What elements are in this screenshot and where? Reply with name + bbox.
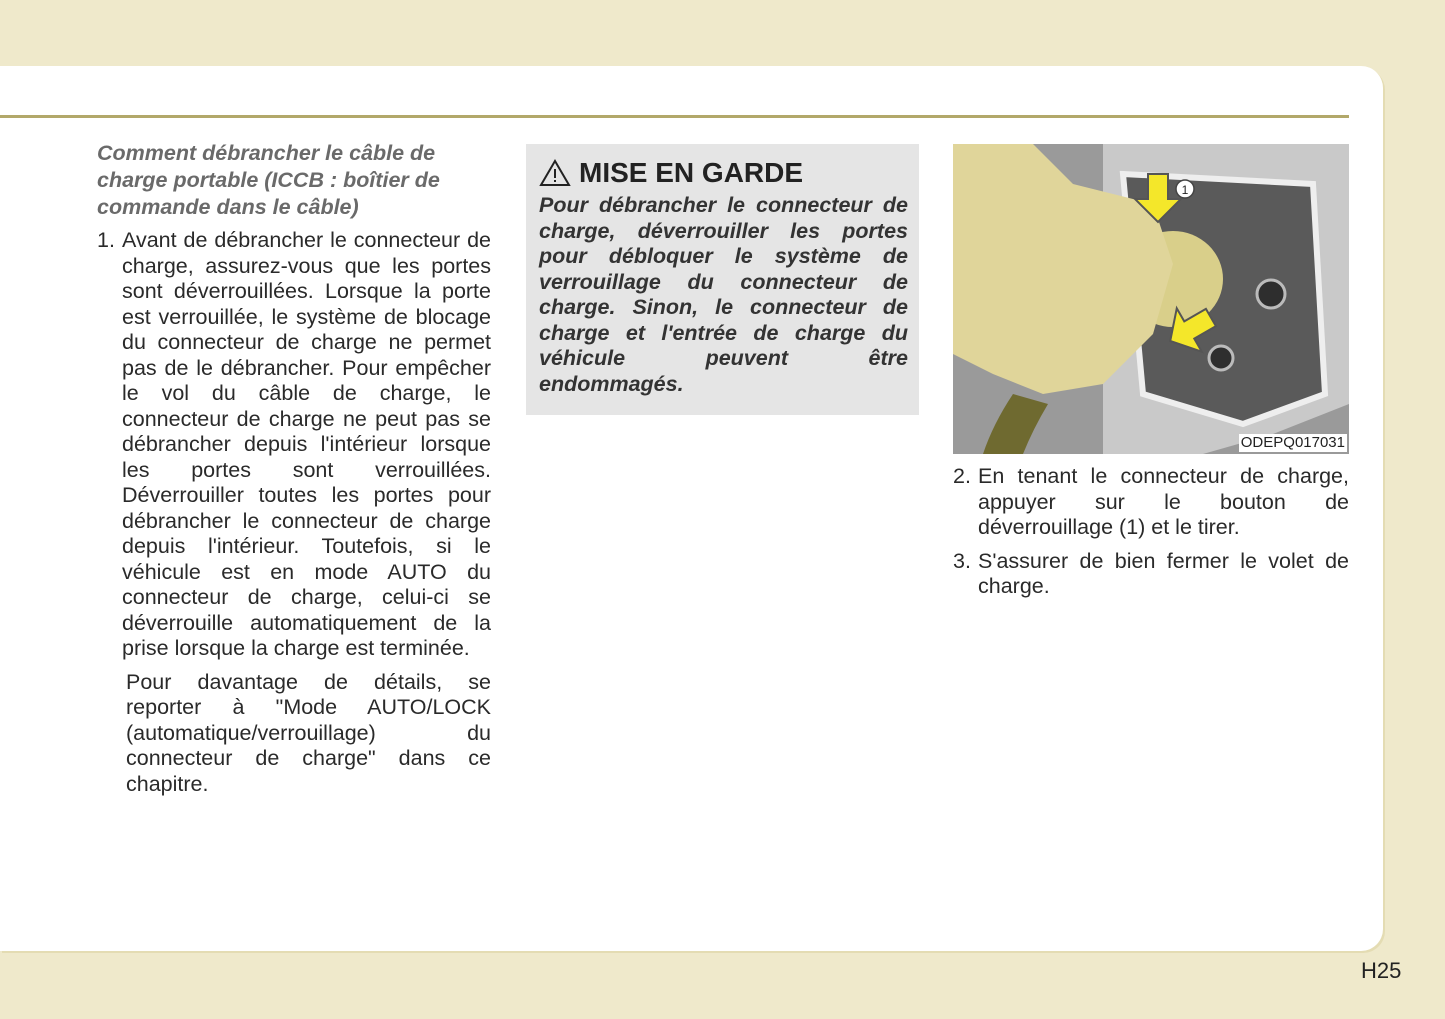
figure-callout: 1	[1181, 183, 1189, 197]
warning-text: Pour débrancher le connecteur de charge, déverrouiller les portes pour débloquer le système de verrouillage du connecteur de charge. Sinon, le connecteur de charge et l'entrée de charge du véhicule peuvent être endommagés.	[539, 193, 908, 396]
page-number: H25	[1361, 958, 1402, 983]
list-item	[953, 549, 1349, 600]
left-column	[97, 140, 491, 797]
figure-code: ODEPQ017031	[1240, 434, 1345, 451]
extra-paragraph: Pour davantage de détails, se reporter à "Mode AUTO/LOCK (automatique/verrouillage) du connecteur de charge" dans ce chapitre.	[126, 669, 491, 796]
list-text: Avant de débrancher le connecteur de charge, assurez-vous que les portes sont déverrouillées. Lorsque la porte est verrouillée, le système de blocage du connecteur de charge ne permet pas de le débrancher. Pour empêcher le vol du câble de charge, le connecteur de charge ne peut pas se débrancher depuis l'intérieur lorsque les portes sont verrouillées. Déverrouiller toutes les portes pour débrancher le connecteur de charge depuis l'intérieur. Toutefois, si le véhicule est en mode AUTO du connecteur de charge, celui-ci se déverrouille automatiquement de la prise lorsque la charge est terminée.	[122, 228, 491, 660]
list-text: En tenant le connecteur de charge, appuyer sur le bouton de déverrouillage (1) et le tirer.	[978, 464, 1349, 539]
list-item	[953, 464, 1349, 541]
charging-connector-illustration	[953, 144, 1349, 454]
warning-triangle-icon	[539, 159, 571, 187]
charging-connector-figure	[953, 144, 1349, 454]
warning-heading	[539, 156, 908, 190]
list-number: 3.	[953, 548, 971, 573]
warning-box	[526, 144, 919, 415]
list-number: 2.	[953, 464, 971, 488]
list-number: 1.	[97, 228, 115, 252]
list-text: S'assurer de bien fermer le volet de charge.	[978, 548, 1349, 598]
section-title: Comment débrancher le câble de charge portable (ICCB : boîtier de commande dans le câble)	[97, 141, 440, 219]
warning-title: MISE EN GARDE	[579, 157, 804, 188]
right-column	[953, 464, 1349, 608]
list-item	[97, 228, 491, 662]
header-rule	[0, 115, 1349, 118]
